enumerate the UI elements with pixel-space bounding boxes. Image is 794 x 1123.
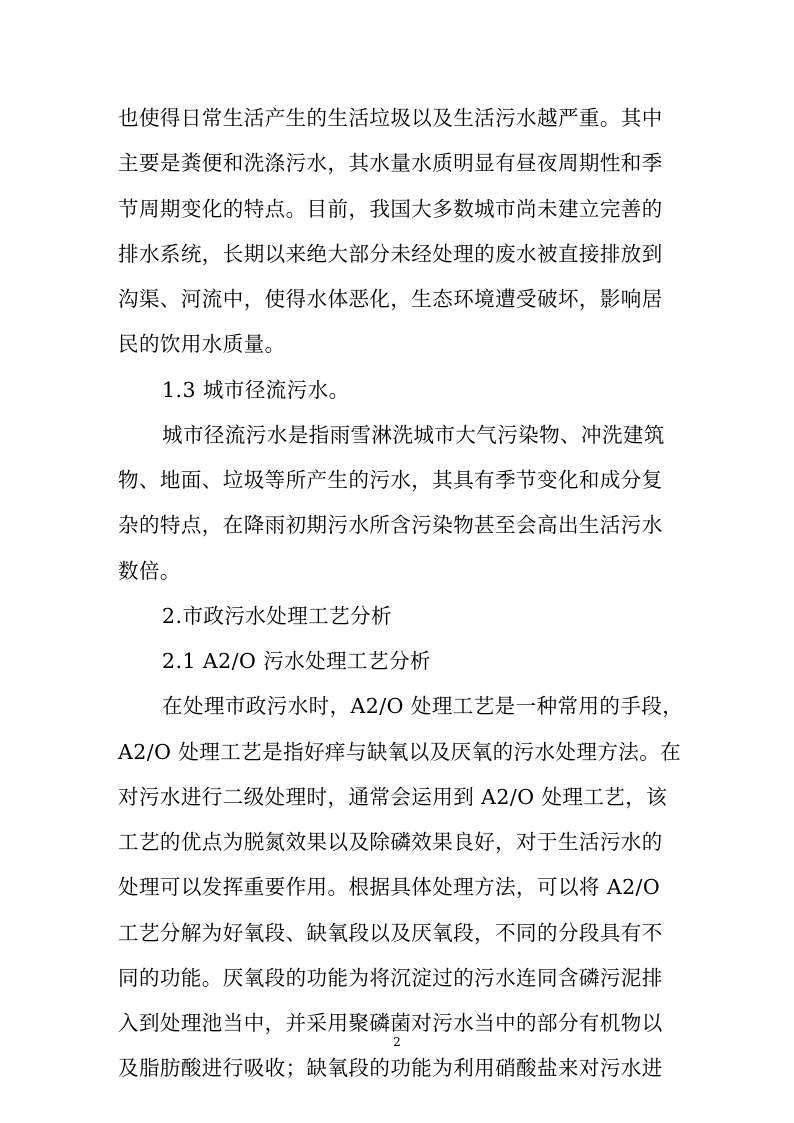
text-line: 工艺分解为好氧段、缺氧段以及厌氧段，不同的分段具有不 xyxy=(118,921,663,945)
text-line: 城市径流污水是指雨雪淋洗城市大气污染物、冲洗建筑 xyxy=(162,423,665,447)
text-line: 沟渠、河流中，使得水体恶化，生态环境遭受破坏，影响居 xyxy=(118,287,663,311)
text-line: 同的功能。厌氧段的功能为将沉淀过的污水连同含磷污泥排 xyxy=(118,966,663,990)
text-line: 及脂肪酸进行吸收；缺氧段的功能为利用硝酸盐来对污水进 xyxy=(118,1056,663,1080)
text-line: 杂的特点，在降雨初期污水所含污染物甚至会高出生活污水 xyxy=(118,513,663,537)
text-line: 对污水进行二级处理时，通常会运用到 A2/O 处理工艺，该 xyxy=(118,785,668,809)
text-line: 节周期变化的特点。目前，我国大多数城市尚未建立完善的 xyxy=(118,197,663,221)
text-line: 处理可以发挥重要作用。根据具体处理方法，可以将 A2/O xyxy=(118,875,661,899)
text-line: 在处理市政污水时，A2/O 处理工艺是一种常用的手段， xyxy=(162,694,684,718)
text-line: 排水系统，长期以来绝大部分未经处理的废水被直接排放到 xyxy=(118,242,663,266)
text-line: 也使得日常生活产生的生活垃圾以及生活污水越严重。其中 xyxy=(118,106,663,130)
section-heading: 2.1 A2/O 污水处理工艺分析 xyxy=(162,649,431,673)
text-line: 物、地面、垃圾等所产生的污水，其具有季节变化和成分复 xyxy=(118,468,663,492)
section-heading: 2.市政污水处理工艺分析 xyxy=(162,604,392,628)
text-line: A2/O 处理工艺是指好痒与缺氧以及厌氧的污水处理方法。在 xyxy=(118,740,682,764)
text-line: 民的饮用水质量。 xyxy=(118,332,286,356)
page-number: 2 xyxy=(393,1035,401,1049)
section-heading: 1.3 城市径流污水。 xyxy=(162,378,350,402)
text-line: 入到处理池当中，并采用聚磷菌对污水当中的部分有机物以 xyxy=(118,1011,663,1035)
text-line: 工艺的优点为脱氮效果以及除磷效果良好，对于生活污水的 xyxy=(118,830,663,854)
text-line: 主要是粪便和洗涤污水，其水量水质明显有昼夜周期性和季 xyxy=(118,151,663,175)
text-line: 数倍。 xyxy=(118,559,181,583)
